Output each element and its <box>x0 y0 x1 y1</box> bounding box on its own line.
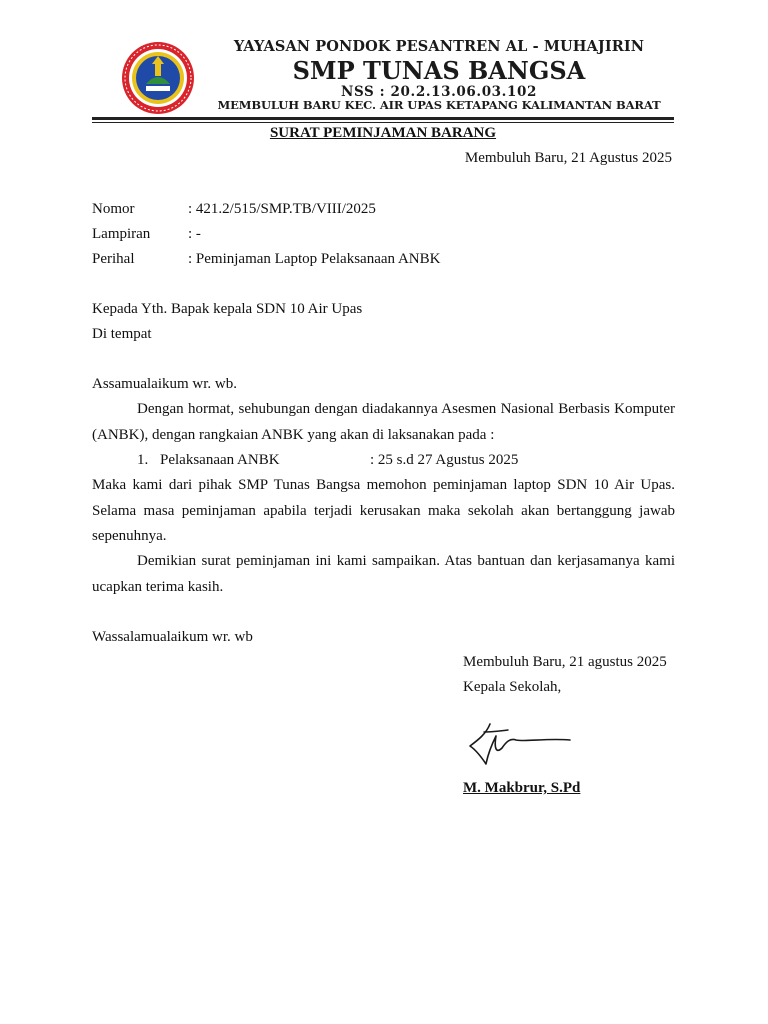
sign-role: Kepala Sekolah, <box>463 679 562 695</box>
schedule-number: 1. <box>137 452 149 468</box>
school-emblem-icon <box>120 40 196 116</box>
letter-date: Membuluh Baru, 21 Agustus 2025 <box>464 150 672 166</box>
school-address: MEMBULUH BARU KEC. AIR UPAS KETAPANG KALIMANTAN BARAT <box>217 98 661 112</box>
body-paragraph-3: Demikian surat peminjaman ini kami sampaikan. Atas bantuan dan kerjasamanya kami ucapkan terima kasih. <box>92 553 675 595</box>
letterhead-divider-thick <box>92 117 674 120</box>
letterhead-divider-thin <box>92 122 674 123</box>
handwritten-signature <box>466 718 574 766</box>
body-paragraph-1: Dengan hormat, sehubungan dengan diadakannya Asesmen Nasional Berbasis Komputer (ANBK), dengan rangkaian ANBK yang akan di laksanakan pada : <box>92 401 675 443</box>
letter-title: SURAT PEMINJAMAN BARANG <box>269 125 497 141</box>
body-paragraph-2: Maka kami dari pihak SMP Tunas Bangsa memohon peminjaman laptop SDN 10 Air Upas. Selama masa peminjaman apabila terjadi kerusakan maka sekolah akan bertanggung jawab sepenuhnya. <box>92 477 675 544</box>
sign-date: Membuluh Baru, 21 agustus 2025 <box>463 654 667 670</box>
letterhead <box>92 38 676 118</box>
schedule-value: : 25 s.d 27 Agustus 2025 <box>370 452 519 468</box>
meta-label-lampiran: Lampiran <box>92 226 151 242</box>
recipient: Kepada Yth. Bapak kepala SDN 10 Air Upas <box>92 301 363 317</box>
meta-value-nomor: : 421.2/515/SMP.TB/VIII/2025 <box>188 201 376 217</box>
foundation-name: YAYASAN PONDOK PESANTREN AL - MUHAJIRIN <box>233 38 645 55</box>
signer-name: M. Makbrur, S.Pd <box>463 780 581 796</box>
meta-value-lampiran: : - <box>188 226 201 242</box>
recipient-place: Di tempat <box>92 326 152 342</box>
school-name: SMP TUNAS BANGSA <box>292 56 586 85</box>
meta-label-perihal: Perihal <box>92 251 135 267</box>
closing-greeting: Wassalamualaikum wr. wb <box>92 629 253 645</box>
meta-value-perihal: : Peminjaman Laptop Pelaksanaan ANBK <box>188 251 441 267</box>
greeting: Assamualaikum wr. wb. <box>92 376 237 392</box>
school-nss: NSS : 20.2.13.06.03.102 <box>341 84 537 100</box>
meta-label-nomor: Nomor <box>92 201 135 217</box>
schedule-item: Pelaksanaan ANBK <box>160 452 280 468</box>
